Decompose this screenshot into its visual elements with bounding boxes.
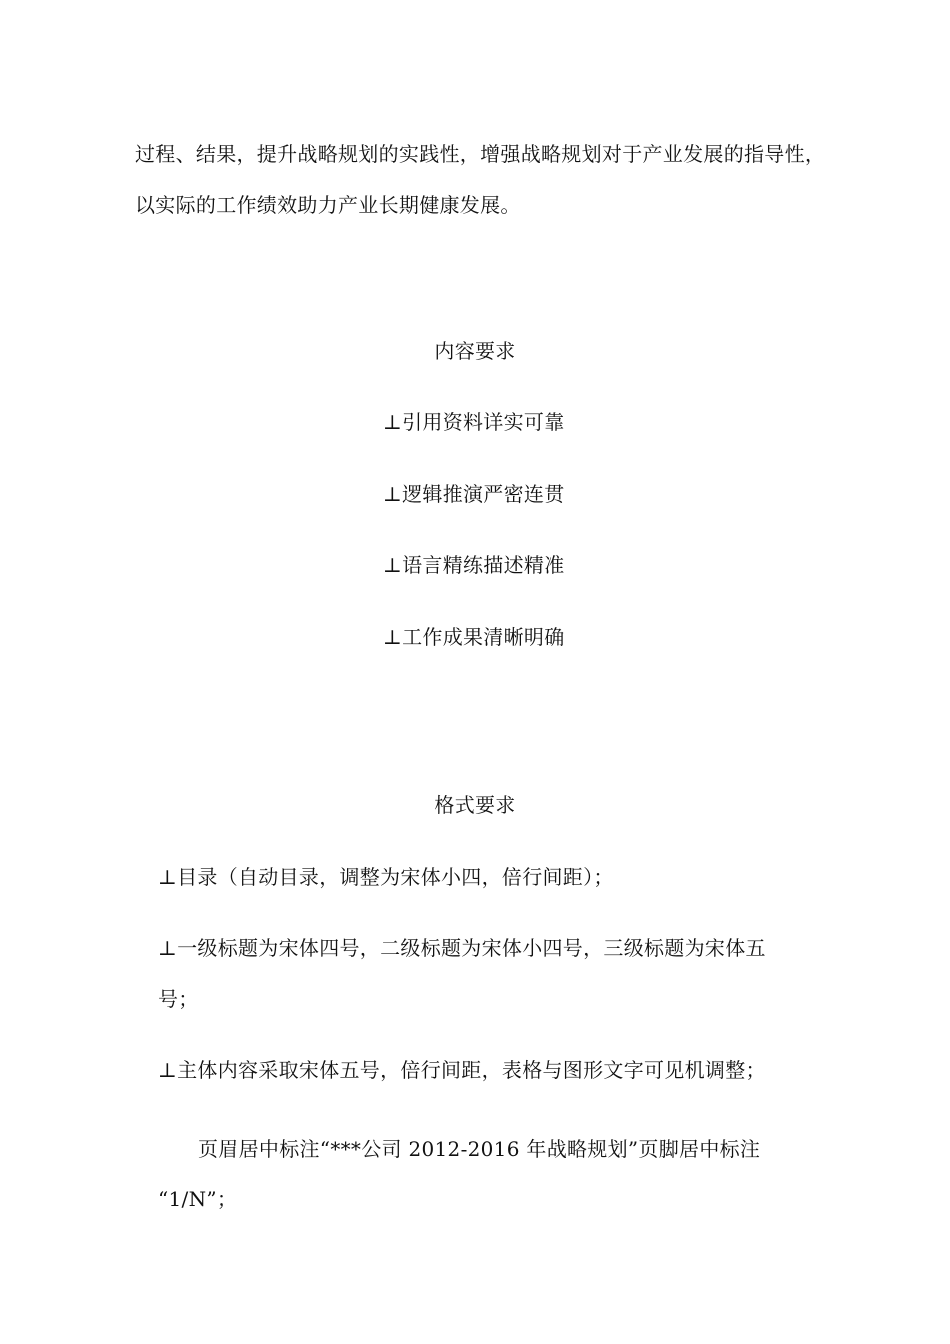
bullet-mark: ⊥	[158, 1058, 178, 1082]
bullet-mark: ⊥	[158, 865, 178, 889]
format-item-1	[158, 865, 614, 889]
format-requirements-heading: 格式要求	[434, 793, 516, 817]
intro-line-1: 过程、结果，提升战略规划的实践性，增强战略规划对于产业发展的指导性，	[135, 142, 826, 166]
bullet-mark: ⊥	[383, 482, 403, 506]
content-item-label: 引用资料详实可靠	[402, 410, 565, 434]
content-item-3	[383, 553, 565, 577]
format-item-label: 主体内容采取宋体五号，倍行间距，表格与图形文字可见机调整；	[177, 1058, 766, 1082]
format-item-label: 一级标题为宋体四号，二级标题为宋体小四号，三级标题为宋体五	[177, 936, 766, 960]
content-item-4	[383, 625, 565, 649]
content-item-label: 逻辑推演严密连贯	[402, 482, 565, 506]
format-item-label: 目录（自动目录，调整为宋体小四，倍行间距）；	[177, 865, 614, 889]
bullet-mark: ⊥	[383, 410, 403, 434]
header-footer-note-line-2: “1/N”；	[158, 1187, 238, 1211]
format-item-2-continuation: 号；	[158, 987, 199, 1011]
format-item-2	[158, 936, 766, 960]
bullet-mark: ⊥	[383, 553, 403, 577]
bullet-mark: ⊥	[158, 936, 178, 960]
content-item-1	[383, 410, 565, 434]
content-item-label: 工作成果清晰明确	[402, 625, 565, 649]
intro-line-2: 以实际的工作绩效助力产业长期健康发展。	[135, 193, 521, 217]
bullet-mark: ⊥	[383, 625, 403, 649]
header-footer-note-line-1: 页眉居中标注“***公司 2012-2016 年战略规划”页脚居中标注	[198, 1137, 761, 1161]
content-item-2	[383, 482, 565, 506]
format-item-3	[158, 1058, 766, 1082]
content-item-label: 语言精练描述精准	[402, 553, 565, 577]
content-requirements-heading: 内容要求	[434, 339, 516, 363]
